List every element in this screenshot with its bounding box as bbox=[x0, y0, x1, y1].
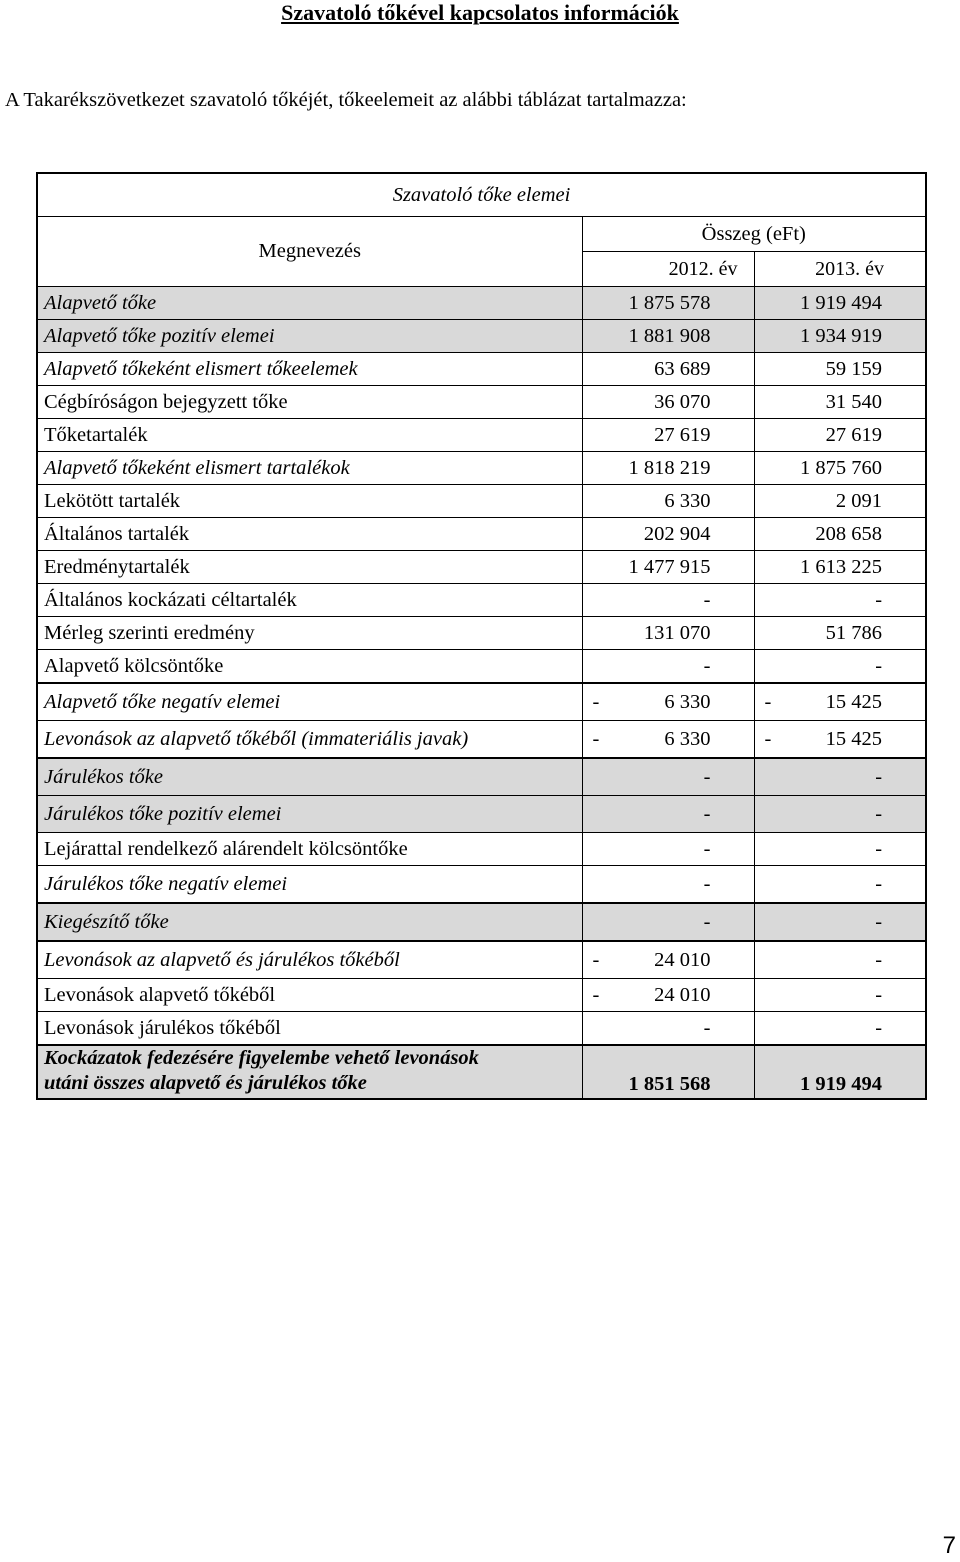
value-text: 1 875 760 bbox=[800, 457, 883, 479]
table-row bbox=[37, 721, 926, 759]
value-text: - bbox=[703, 838, 711, 860]
value-text: 1 875 578 bbox=[628, 292, 711, 314]
row-label: Alapvető tőke negatív elemei bbox=[37, 683, 582, 721]
row-label: Lekötött tartalék bbox=[37, 485, 582, 518]
value-text: 51 786 bbox=[825, 622, 883, 644]
value-2012 bbox=[582, 386, 754, 419]
total-value-2013: 1 919 494 bbox=[754, 1045, 926, 1099]
value-text: 131 070 bbox=[643, 622, 711, 644]
minus-sign: - bbox=[592, 728, 600, 750]
value-text: 27 619 bbox=[825, 424, 883, 446]
value-2013 bbox=[754, 551, 926, 584]
table-row bbox=[37, 617, 926, 650]
value-2012 bbox=[582, 758, 754, 796]
value-2012 bbox=[582, 796, 754, 833]
table-row bbox=[37, 683, 926, 721]
row-label: Járulékos tőke negatív elemei bbox=[37, 866, 582, 904]
row-label: Alapvető tőkeként elismert tőkeelemek bbox=[37, 353, 582, 386]
value-text: - bbox=[875, 911, 883, 933]
capital-table bbox=[36, 172, 927, 1100]
value-text: 27 619 bbox=[654, 424, 711, 446]
value-2013 bbox=[754, 721, 926, 759]
value-text: 1 934 919 bbox=[800, 325, 883, 347]
table-row bbox=[37, 518, 926, 551]
row-label: Alapvető tőke bbox=[37, 287, 582, 320]
row-label: Járulékos tőke bbox=[37, 758, 582, 796]
value-2013 bbox=[754, 353, 926, 386]
value-text: - bbox=[703, 589, 711, 611]
value-text: 6 330 bbox=[664, 728, 711, 750]
value-text: 31 540 bbox=[825, 391, 883, 413]
minus-sign: - bbox=[764, 691, 772, 713]
value-text: 1 613 225 bbox=[800, 556, 883, 578]
column-header-name: Megnevezés bbox=[37, 217, 582, 287]
column-header-year-2012: 2012. év bbox=[582, 252, 754, 287]
value-2013 bbox=[754, 419, 926, 452]
table-row bbox=[37, 452, 926, 485]
table-row bbox=[37, 353, 926, 386]
value-2013 bbox=[754, 758, 926, 796]
value-text: 59 159 bbox=[825, 358, 883, 380]
value-text: 15 425 bbox=[825, 728, 883, 750]
value-2013 bbox=[754, 584, 926, 617]
value-2013 bbox=[754, 650, 926, 684]
table-row bbox=[37, 584, 926, 617]
value-text: 202 904 bbox=[643, 523, 711, 545]
value-text: 15 425 bbox=[825, 691, 883, 713]
value-2013 bbox=[754, 683, 926, 721]
value-2013 bbox=[754, 485, 926, 518]
value-2013 bbox=[754, 941, 926, 979]
table-row bbox=[37, 796, 926, 833]
value-2013 bbox=[754, 452, 926, 485]
row-label: Levonások az alapvető tőkéből (immateriális javak) bbox=[37, 721, 582, 759]
table-row bbox=[37, 903, 926, 941]
value-text: 36 070 bbox=[654, 391, 711, 413]
value-2012 bbox=[582, 617, 754, 650]
value-text: - bbox=[875, 873, 883, 895]
value-text: 6 330 bbox=[664, 490, 711, 512]
table-row bbox=[37, 485, 926, 518]
total-label-line-2: utáni összes alapvető és járulékos tőke bbox=[44, 1072, 367, 1094]
total-label bbox=[37, 1045, 582, 1099]
minus-sign: - bbox=[592, 949, 600, 971]
column-header-amount: Összeg (eFt) bbox=[582, 217, 926, 252]
row-label: Tőketartalék bbox=[37, 419, 582, 452]
table-row bbox=[37, 419, 926, 452]
row-label: Általános kockázati céltartalék bbox=[37, 584, 582, 617]
value-2012 bbox=[582, 683, 754, 721]
value-text: - bbox=[875, 766, 883, 788]
value-2013 bbox=[754, 617, 926, 650]
value-text: - bbox=[703, 1017, 711, 1039]
value-text: - bbox=[875, 655, 883, 677]
value-2012 bbox=[582, 419, 754, 452]
value-2012 bbox=[582, 650, 754, 684]
page-heading: Szavatoló tőkével kapcsolatos információk bbox=[281, 0, 679, 25]
row-label: Járulékos tőke pozitív elemei bbox=[37, 796, 582, 833]
row-label: Cégbíróságon bejegyzett tőke bbox=[37, 386, 582, 419]
table-row bbox=[37, 650, 926, 684]
value-text: - bbox=[875, 1017, 883, 1039]
table-row bbox=[37, 386, 926, 419]
value-2012 bbox=[582, 979, 754, 1012]
value-2013 bbox=[754, 979, 926, 1012]
value-text: 24 010 bbox=[654, 949, 711, 971]
row-label: Mérleg szerinti eredmény bbox=[37, 617, 582, 650]
value-text: - bbox=[875, 838, 883, 860]
row-label: Alapvető tőkeként elismert tartalékok bbox=[37, 452, 582, 485]
row-label: Alapvető tőke pozitív elemei bbox=[37, 320, 582, 353]
value-2012 bbox=[582, 485, 754, 518]
value-2013 bbox=[754, 903, 926, 941]
value-2013 bbox=[754, 386, 926, 419]
table-row bbox=[37, 551, 926, 584]
value-2012 bbox=[582, 721, 754, 759]
table-row bbox=[37, 320, 926, 353]
value-text: 63 689 bbox=[654, 358, 711, 380]
value-text: - bbox=[875, 984, 883, 1006]
value-2012 bbox=[582, 866, 754, 904]
minus-sign: - bbox=[592, 984, 600, 1006]
value-text: - bbox=[703, 766, 711, 788]
minus-sign: - bbox=[592, 691, 600, 713]
value-text: 1 881 908 bbox=[628, 325, 711, 347]
value-text: - bbox=[875, 589, 883, 611]
value-text: 24 010 bbox=[654, 984, 711, 1006]
row-label: Általános tartalék bbox=[37, 518, 582, 551]
value-2012 bbox=[582, 1012, 754, 1046]
value-text: - bbox=[875, 949, 883, 971]
value-text: 2 091 bbox=[835, 490, 883, 512]
table-row bbox=[37, 758, 926, 796]
total-row bbox=[37, 1045, 926, 1099]
row-label: Kiegészítő tőke bbox=[37, 903, 582, 941]
value-2012 bbox=[582, 551, 754, 584]
value-text: - bbox=[703, 655, 711, 677]
table-row bbox=[37, 941, 926, 979]
value-2012 bbox=[582, 320, 754, 353]
value-2012 bbox=[582, 833, 754, 866]
value-text: 1 919 494 bbox=[800, 292, 883, 314]
value-text: - bbox=[703, 803, 711, 825]
table-row bbox=[37, 833, 926, 866]
value-text: - bbox=[875, 803, 883, 825]
minus-sign: - bbox=[764, 728, 772, 750]
value-text: - bbox=[703, 873, 711, 895]
row-label: Levonások az alapvető és járulékos tőkéből bbox=[37, 941, 582, 979]
value-2012 bbox=[582, 941, 754, 979]
value-2012 bbox=[582, 518, 754, 551]
table-row bbox=[37, 979, 926, 1012]
value-2013 bbox=[754, 287, 926, 320]
value-text: 208 658 bbox=[815, 523, 883, 545]
value-2013 bbox=[754, 320, 926, 353]
table-row bbox=[37, 287, 926, 320]
table-title: Szavatoló tőke elemei bbox=[37, 173, 926, 217]
row-label: Eredménytartalék bbox=[37, 551, 582, 584]
column-header-year-2013: 2013. év bbox=[754, 252, 926, 287]
value-text: - bbox=[703, 911, 711, 933]
page-number: 7 bbox=[942, 1532, 956, 1559]
value-2013 bbox=[754, 518, 926, 551]
value-2012 bbox=[582, 584, 754, 617]
total-value-2012: 1 851 568 bbox=[582, 1045, 754, 1099]
table-row bbox=[37, 1012, 926, 1046]
value-2013 bbox=[754, 866, 926, 904]
value-text: 6 330 bbox=[664, 691, 711, 713]
row-label: Lejárattal rendelkező alárendelt kölcsöntőke bbox=[37, 833, 582, 866]
value-2013 bbox=[754, 1012, 926, 1046]
value-2012 bbox=[582, 452, 754, 485]
row-label: Levonások járulékos tőkéből bbox=[37, 1012, 582, 1046]
table-row bbox=[37, 866, 926, 904]
value-2013 bbox=[754, 833, 926, 866]
value-2012 bbox=[582, 287, 754, 320]
row-label: Alapvető kölcsöntőke bbox=[37, 650, 582, 684]
total-label-line-1: Kockázatok fedezésére figyelembe vehető levonások bbox=[44, 1047, 479, 1069]
value-2012 bbox=[582, 903, 754, 941]
intro-text: A Takarékszövetkezet szavatoló tőkéjét, tőkeelemeit az alábbi táblázat tartalmazza: bbox=[5, 89, 687, 111]
value-2012 bbox=[582, 353, 754, 386]
row-label: Levonások alapvető tőkéből bbox=[37, 979, 582, 1012]
value-text: 1 818 219 bbox=[628, 457, 711, 479]
value-text: 1 477 915 bbox=[628, 556, 711, 578]
value-2013 bbox=[754, 796, 926, 833]
